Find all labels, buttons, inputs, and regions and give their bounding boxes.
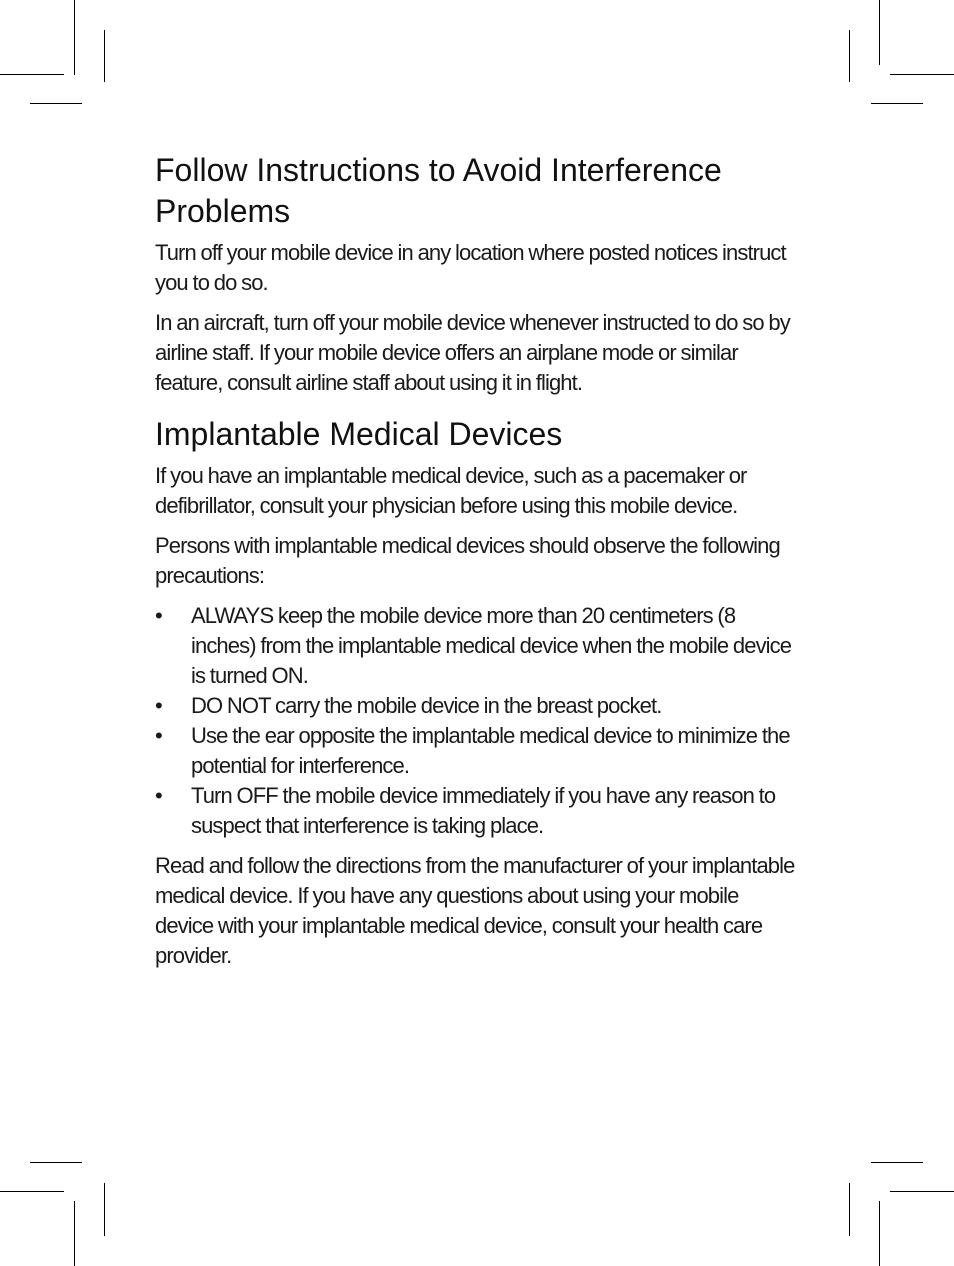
section-heading-interference: Follow Instructions to Avoid Interference Problems [155, 152, 722, 229]
paragraph-precautions-intro: Persons with implantable medical devices should observe the following precautions: [155, 533, 780, 588]
list-item-text: Use the ear opposite the implantable medical device to minimize the potential for interference. [191, 723, 790, 778]
crop-mark [0, 1191, 64, 1192]
paragraph-closing: Read and follow the directions from the manufacturer of your implantable medical device. If you have any questions about using your mobile device with your implantable medical device, consult your health care provider. [155, 853, 795, 968]
list-item [155, 781, 795, 841]
paragraph-posted-notices: Turn off your mobile device in any location where posted notices instruct you to do so. [155, 240, 786, 295]
crop-mark [890, 74, 954, 75]
list-item-text: Turn OFF the mobile device immediately if you have any reason to suspect that interference is taking place. [191, 783, 776, 838]
paragraph-implantable-device: If you have an implantable medical device, such as a pacemaker or defibrillator, consult your physician before using this mobile device. [155, 463, 747, 518]
bullet-icon: • [155, 783, 162, 808]
list-item-text: ALWAYS keep the mobile device more than 20 centimeters (8 inches) from the implantable medical device when the mobile device is turned ON. [191, 603, 792, 688]
crop-mark [0, 74, 64, 75]
list-item [155, 691, 795, 721]
crop-mark [879, 0, 880, 65]
crop-mark [74, 0, 75, 75]
crop-mark [104, 1183, 105, 1236]
crop-mark [879, 1201, 880, 1266]
crop-mark [849, 1183, 850, 1236]
crop-mark [104, 30, 105, 82]
crop-mark [849, 30, 850, 82]
crop-mark [871, 1162, 923, 1163]
section-heading-implantable: Implantable Medical Devices [155, 416, 563, 452]
bullet-icon: • [155, 723, 162, 748]
page-content [155, 150, 795, 971]
crop-mark [74, 1201, 75, 1266]
list-item [155, 721, 795, 781]
bullet-icon: • [155, 693, 162, 718]
crop-mark [871, 103, 923, 104]
crop-mark [30, 1162, 82, 1163]
crop-mark [890, 1191, 954, 1192]
bullet-icon: • [155, 603, 162, 628]
crop-mark [30, 103, 82, 104]
precautions-list [155, 601, 795, 841]
list-item-text: DO NOT carry the mobile device in the breast pocket. [191, 693, 662, 718]
paragraph-aircraft: In an aircraft, turn off your mobile device whenever instructed to do so by airline staff. If your mobile device offers an airplane mode or similar feature, consult airline staff about using it in flight. [155, 310, 790, 395]
list-item [155, 601, 795, 691]
